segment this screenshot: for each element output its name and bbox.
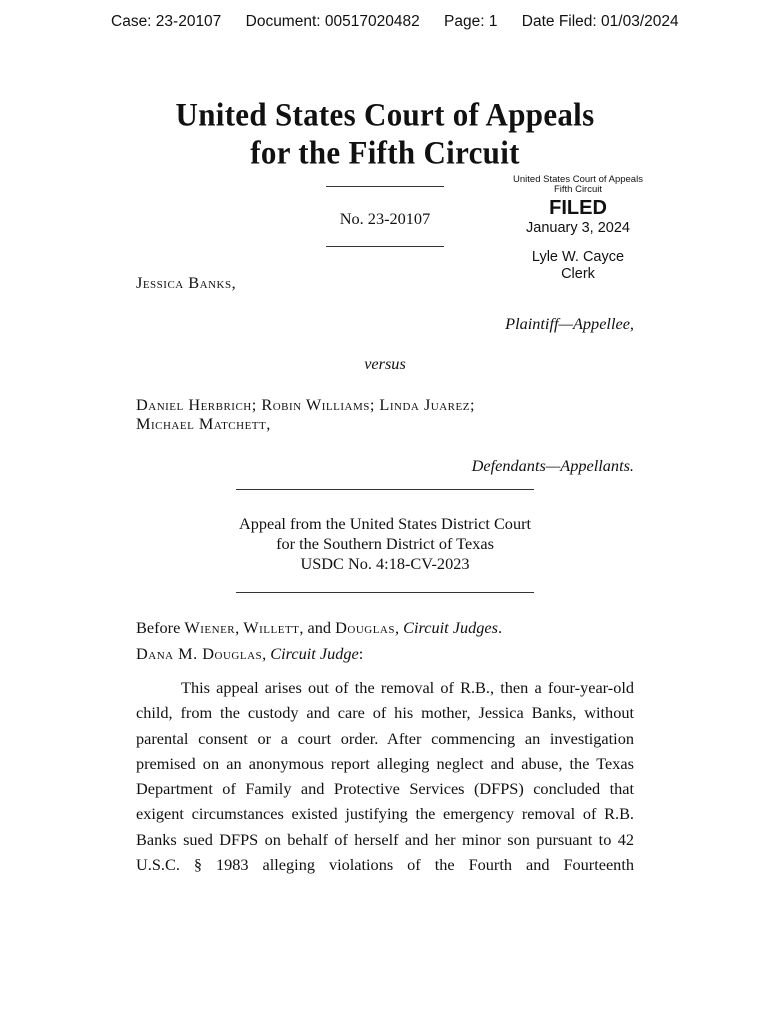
appeal-line2: for the Southern District of Texas xyxy=(276,534,494,553)
case-id: Case: 23-20107 xyxy=(111,13,222,30)
judge-willett: Willett xyxy=(243,618,300,637)
author-name: Dana M. Douglas xyxy=(136,644,263,663)
stamp-clerk-title: Clerk xyxy=(561,266,595,282)
versus: versus xyxy=(364,354,406,373)
rule-bottom xyxy=(326,246,444,247)
paragraph-line: exigent circumstances existed justifying the emergency removal of R.B. xyxy=(136,804,634,824)
plaintiff-role: Plaintiff—Appellee, xyxy=(505,314,634,333)
rule-appeal-top xyxy=(236,489,534,490)
date-filed: Date Filed: 01/03/2024 xyxy=(521,13,679,30)
court-title-line2: for the Fifth Circuit xyxy=(250,134,520,171)
stamp-court: United States Court of Appeals xyxy=(513,174,643,185)
rule-appeal-bottom xyxy=(236,592,534,593)
appeal-line3: USDC No. 4:18-CV-2023 xyxy=(300,554,470,573)
document-id: Document: 00517020482 xyxy=(245,13,420,30)
paragraph-line: parental consent or a court order. After commencing an investigation xyxy=(136,728,634,748)
paragraph-line: premised on an anonymous report alleging neglect and abuse, the Texas xyxy=(136,753,634,773)
stamp-date: January 3, 2024 xyxy=(526,220,630,236)
defendants-role: Defendants—Appellants. xyxy=(471,456,634,475)
stamp-filed: FILED xyxy=(549,197,607,219)
page-number: Page: 1 xyxy=(444,13,498,30)
paragraph-line: This appeal arises out of the removal of R.B., then a four-year-old xyxy=(181,678,634,697)
paragraph-line: child, from the custody and care of his mother, Jessica Banks, without xyxy=(136,703,634,723)
stamp-clerk-name: Lyle W. Cayce xyxy=(531,249,625,265)
plaintiff-name: Jessica Banks, xyxy=(136,273,237,292)
author-line: Dana M. Douglas, Circuit Judge: xyxy=(136,644,364,663)
paragraph-line: Banks sued DFPS on behalf of herself and her minor son pursuant to 42 xyxy=(136,829,634,849)
panel-line: Before Wiener, Willett, and Douglas, Circuit Judges. xyxy=(136,618,503,637)
judge-wiener: Wiener xyxy=(184,618,236,637)
paragraph-line: U.S.C. § 1983 alleging violations of the Fourth and Fourteenth xyxy=(136,855,634,875)
case-number: No. 23-20107 xyxy=(339,209,431,228)
filing-header xyxy=(111,13,699,31)
appeal-line1: Appeal from the United States District Court xyxy=(238,514,532,533)
opening-paragraph xyxy=(136,675,634,877)
paragraph-line: Department of Family and Protective Services (DFPS) concluded that xyxy=(136,779,634,799)
court-title-line1: United States Court of Appeals xyxy=(175,96,595,133)
rule-top xyxy=(326,186,444,187)
defendants-line2: Michael Matchett, xyxy=(136,414,271,433)
defendants-line1: Daniel Herbrich; Robin Williams; Linda Juarez; xyxy=(136,395,475,414)
stamp-circuit: Fifth Circuit xyxy=(553,184,603,195)
judge-douglas: Douglas xyxy=(335,618,395,637)
